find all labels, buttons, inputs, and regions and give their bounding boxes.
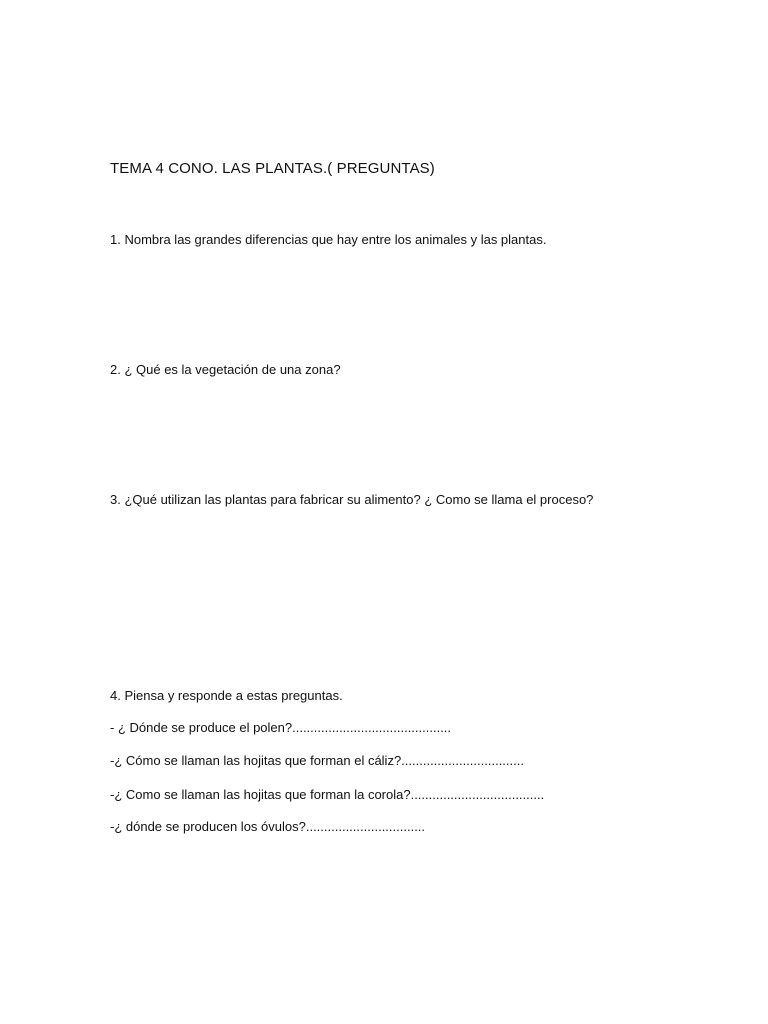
subquestion-polen: - ¿ Dónde se produce el polen?............................................ xyxy=(110,720,452,735)
question-1: 1. Nombra las grandes diferencias que hay entre los animales y las plantas. xyxy=(110,232,547,247)
subquestion-ovulos: -¿ dónde se producen los óvulos?................................. xyxy=(110,819,426,834)
question-3: 3. ¿Qué utilizan las plantas para fabricar su alimento? ¿ Como se llama el proceso? xyxy=(110,492,594,507)
worksheet-title: TEMA 4 CONO. LAS PLANTAS.( PREGUNTAS) xyxy=(110,160,435,177)
subquestion-caliz: -¿ Cómo se llaman las hojitas que forman el cáliz?.................................. xyxy=(110,753,524,768)
question-2: 2. ¿ Qué es la vegetación de una zona? xyxy=(110,362,341,377)
question-4: 4. Piensa y responde a estas preguntas. xyxy=(110,688,343,703)
subquestion-corola: -¿ Como se llaman las hojitas que forman la corola?..................................... xyxy=(110,787,545,802)
